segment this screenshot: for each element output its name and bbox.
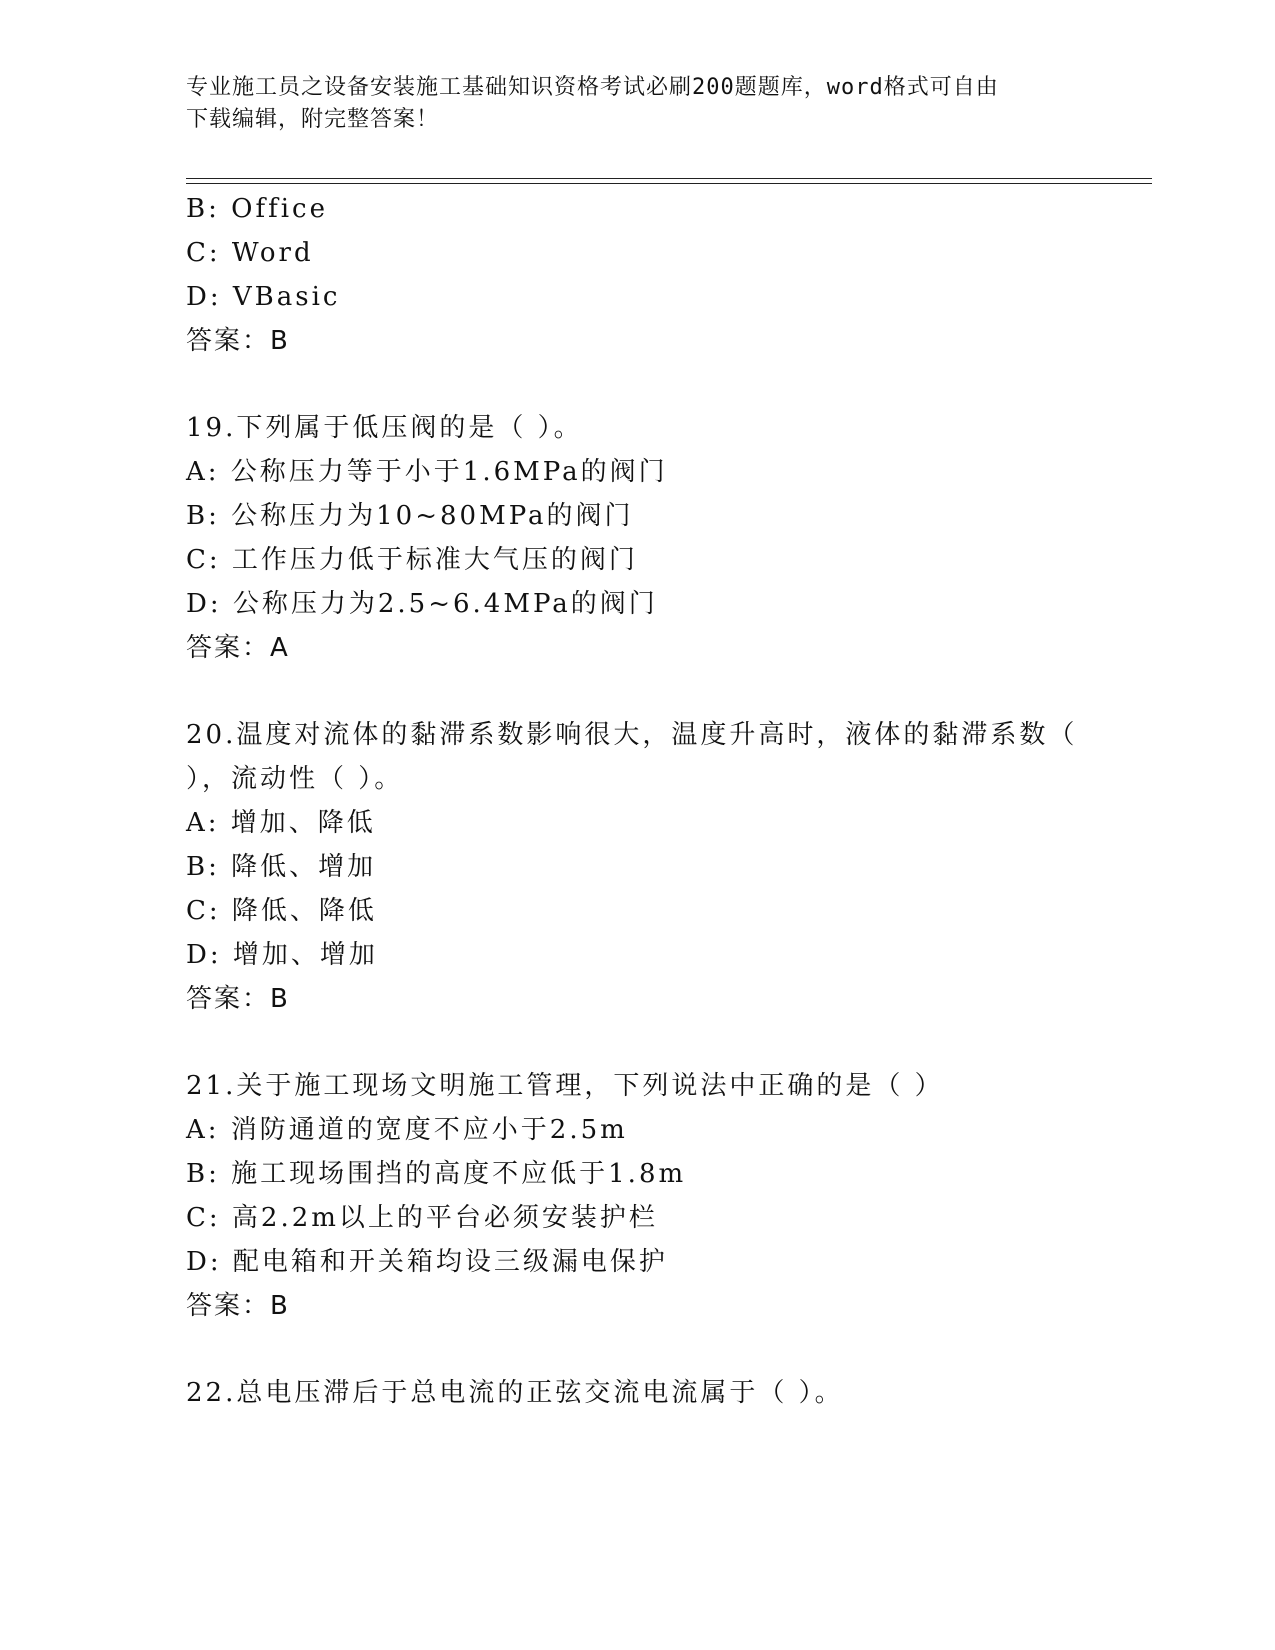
prev-option-c: C: Word (186, 238, 314, 268)
q20-stem-line-2: ），流动性（ ）。 (186, 764, 404, 794)
q19-stem: 19.下列属于低压阀的是（ ）。 (186, 413, 583, 443)
q20-option-d: D: 增加、增加 (186, 940, 378, 970)
q20-answer: 答案：B (186, 984, 290, 1014)
q21-stem: 21.关于施工现场文明施工管理，下列说法中正确的是（ ） (186, 1071, 944, 1101)
q21-option-c: C: 高2.2m以上的平台必须安装护栏 (186, 1203, 658, 1233)
header-line-2: 下载编辑，附完整答案！ (186, 107, 440, 132)
header-divider-top (186, 178, 1152, 179)
q21-option-a: A: 消防通道的宽度不应小于2.5m (186, 1115, 628, 1145)
q19-answer: 答案：A (186, 633, 290, 663)
q21-answer: 答案：B (186, 1291, 290, 1321)
q19-option-a: A: 公称压力等于小于1.6MPa的阀门 (186, 457, 668, 487)
q19-option-c: C: 工作压力低于标准大气压的阀门 (186, 545, 638, 575)
prev-answer: 答案：B (186, 326, 290, 356)
q22-stem: 22.总电压滞后于总电流的正弦交流电流属于（ ）。 (186, 1378, 844, 1408)
q19-option-d: D: 公称压力为2.5~6.4MPa的阀门 (186, 589, 658, 619)
q20-stem-line-1: 20.温度对流体的黏滞系数影响很大，温度升高时，液体的黏滞系数（ (186, 720, 1078, 750)
header-line-1: 专业施工员之设备安装施工基础知识资格考试必刷200题题库，word格式可自由 (186, 75, 999, 100)
q21-option-b: B: 施工现场围挡的高度不应低于1.8m (186, 1159, 687, 1189)
prev-option-d: D: VBasic (186, 282, 341, 312)
header-divider-bottom (186, 183, 1152, 184)
q19-option-b: B: 公称压力为10~80MPa的阀门 (186, 501, 634, 531)
document-header (186, 72, 1086, 136)
q21-option-d: D: 配电箱和开关箱均设三级漏电保护 (186, 1247, 668, 1277)
q20-option-b: B: 降低、增加 (186, 852, 377, 882)
q20-option-c: C: 降低、降低 (186, 896, 377, 926)
prev-option-b: B: Office (186, 194, 328, 224)
q20-option-a: A: 增加、降低 (186, 808, 376, 838)
